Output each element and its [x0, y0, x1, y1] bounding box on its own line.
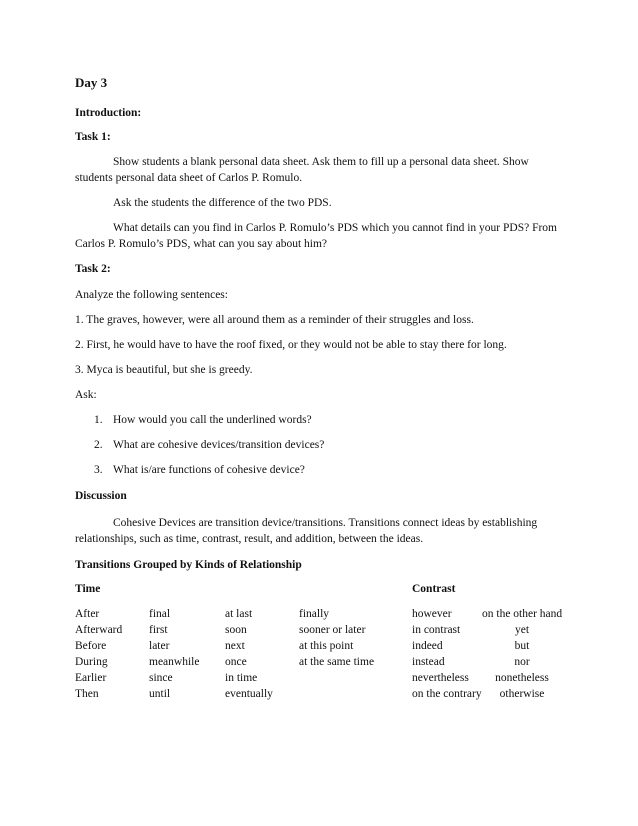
transition-word: finally [299, 608, 330, 620]
transition-word: indeed [412, 640, 443, 652]
task1-paragraph-2: Ask the students the difference of the two PDS. [113, 197, 332, 209]
transition-word: first [149, 624, 168, 636]
transition-word: on the other hand [482, 608, 563, 620]
transition-word: Earlier [75, 672, 107, 684]
sentence-3: 3. Myca is beautiful, but she is greedy. [75, 364, 253, 376]
transition-word: During [75, 656, 108, 668]
transition-word: sooner or later [299, 624, 366, 636]
transition-word: otherwise [499, 688, 545, 700]
transition-word: Then [75, 688, 99, 700]
transition-word: at last [225, 608, 253, 620]
transition-word: final [149, 608, 171, 620]
question-3-number: 3. [94, 464, 103, 476]
transition-word: but [514, 640, 530, 652]
time-label: Time [75, 583, 101, 595]
transition-word: Before [75, 640, 107, 652]
task2-intro: Analyze the following sentences: [75, 289, 228, 301]
transition-word: at the same time [299, 656, 375, 668]
sentence-2: 2. First, he would have to have the roof fixed, or they would not be able to stay there for long. [75, 339, 507, 351]
transition-word: meanwhile [149, 656, 200, 668]
transition-word: yet [514, 624, 530, 636]
task2-heading: Task 2: [75, 263, 111, 275]
transition-word: on the contrary [412, 688, 482, 700]
contrast-label: Contrast [412, 583, 456, 595]
transition-word: Afterward [75, 624, 123, 636]
transition-word: next [225, 640, 245, 652]
transition-word: however [412, 608, 452, 620]
ask-label: Ask: [75, 389, 97, 401]
introduction-heading: Introduction: [75, 107, 142, 119]
sentence-1: 1. The graves, however, were all around them as a reminder of their struggles and loss. [75, 314, 474, 326]
transition-word: later [149, 640, 170, 652]
transition-word: since [149, 672, 173, 684]
transition-word: nonetheless [495, 672, 549, 684]
transition-word: in contrast [412, 624, 461, 636]
question-3: What is/are functions of cohesive device? [113, 464, 305, 476]
transition-word: eventually [225, 688, 273, 700]
transition-word: nevertheless [412, 672, 469, 684]
transition-word: at this point [299, 640, 354, 652]
discussion-line-1: Cohesive Devices are transition device/transitions. Transitions connect ideas by establishing [113, 517, 538, 529]
transition-word: After [75, 608, 100, 620]
task1-paragraph-1-line-1: Show students a blank personal data sheet. Ask them to fill up a personal data sheet. Show [113, 156, 529, 168]
task1-heading: Task 1: [75, 131, 111, 143]
transition-word: in time [225, 672, 258, 684]
transition-word: nor [514, 656, 530, 668]
question-1: How would you call the underlined words? [113, 414, 312, 426]
transition-word: once [225, 656, 247, 668]
discussion-line-2: relationships, such as time, contrast, result, and addition, between the ideas. [75, 533, 424, 545]
task1-paragraph-1-line-2: students personal data sheet of Carlos P. Romulo. [75, 172, 303, 184]
question-1-number: 1. [94, 414, 103, 426]
question-2-number: 2. [94, 439, 103, 451]
day-title: Day 3 [75, 75, 108, 90]
transitions-heading: Transitions Grouped by Kinds of Relationship [75, 559, 302, 571]
task1-paragraph-3-line-2: Carlos P. Romulo’s PDS, what can you say about him? [75, 238, 328, 250]
question-2: What are cohesive devices/transition devices? [113, 439, 325, 451]
transition-word: soon [225, 624, 247, 636]
transition-word: instead [412, 656, 445, 668]
transition-word: until [149, 688, 171, 700]
task1-paragraph-3-line-1: What details can you find in Carlos P. Romulo’s PDS which you cannot find in your PDS? From [113, 222, 558, 234]
discussion-heading: Discussion [75, 490, 127, 502]
